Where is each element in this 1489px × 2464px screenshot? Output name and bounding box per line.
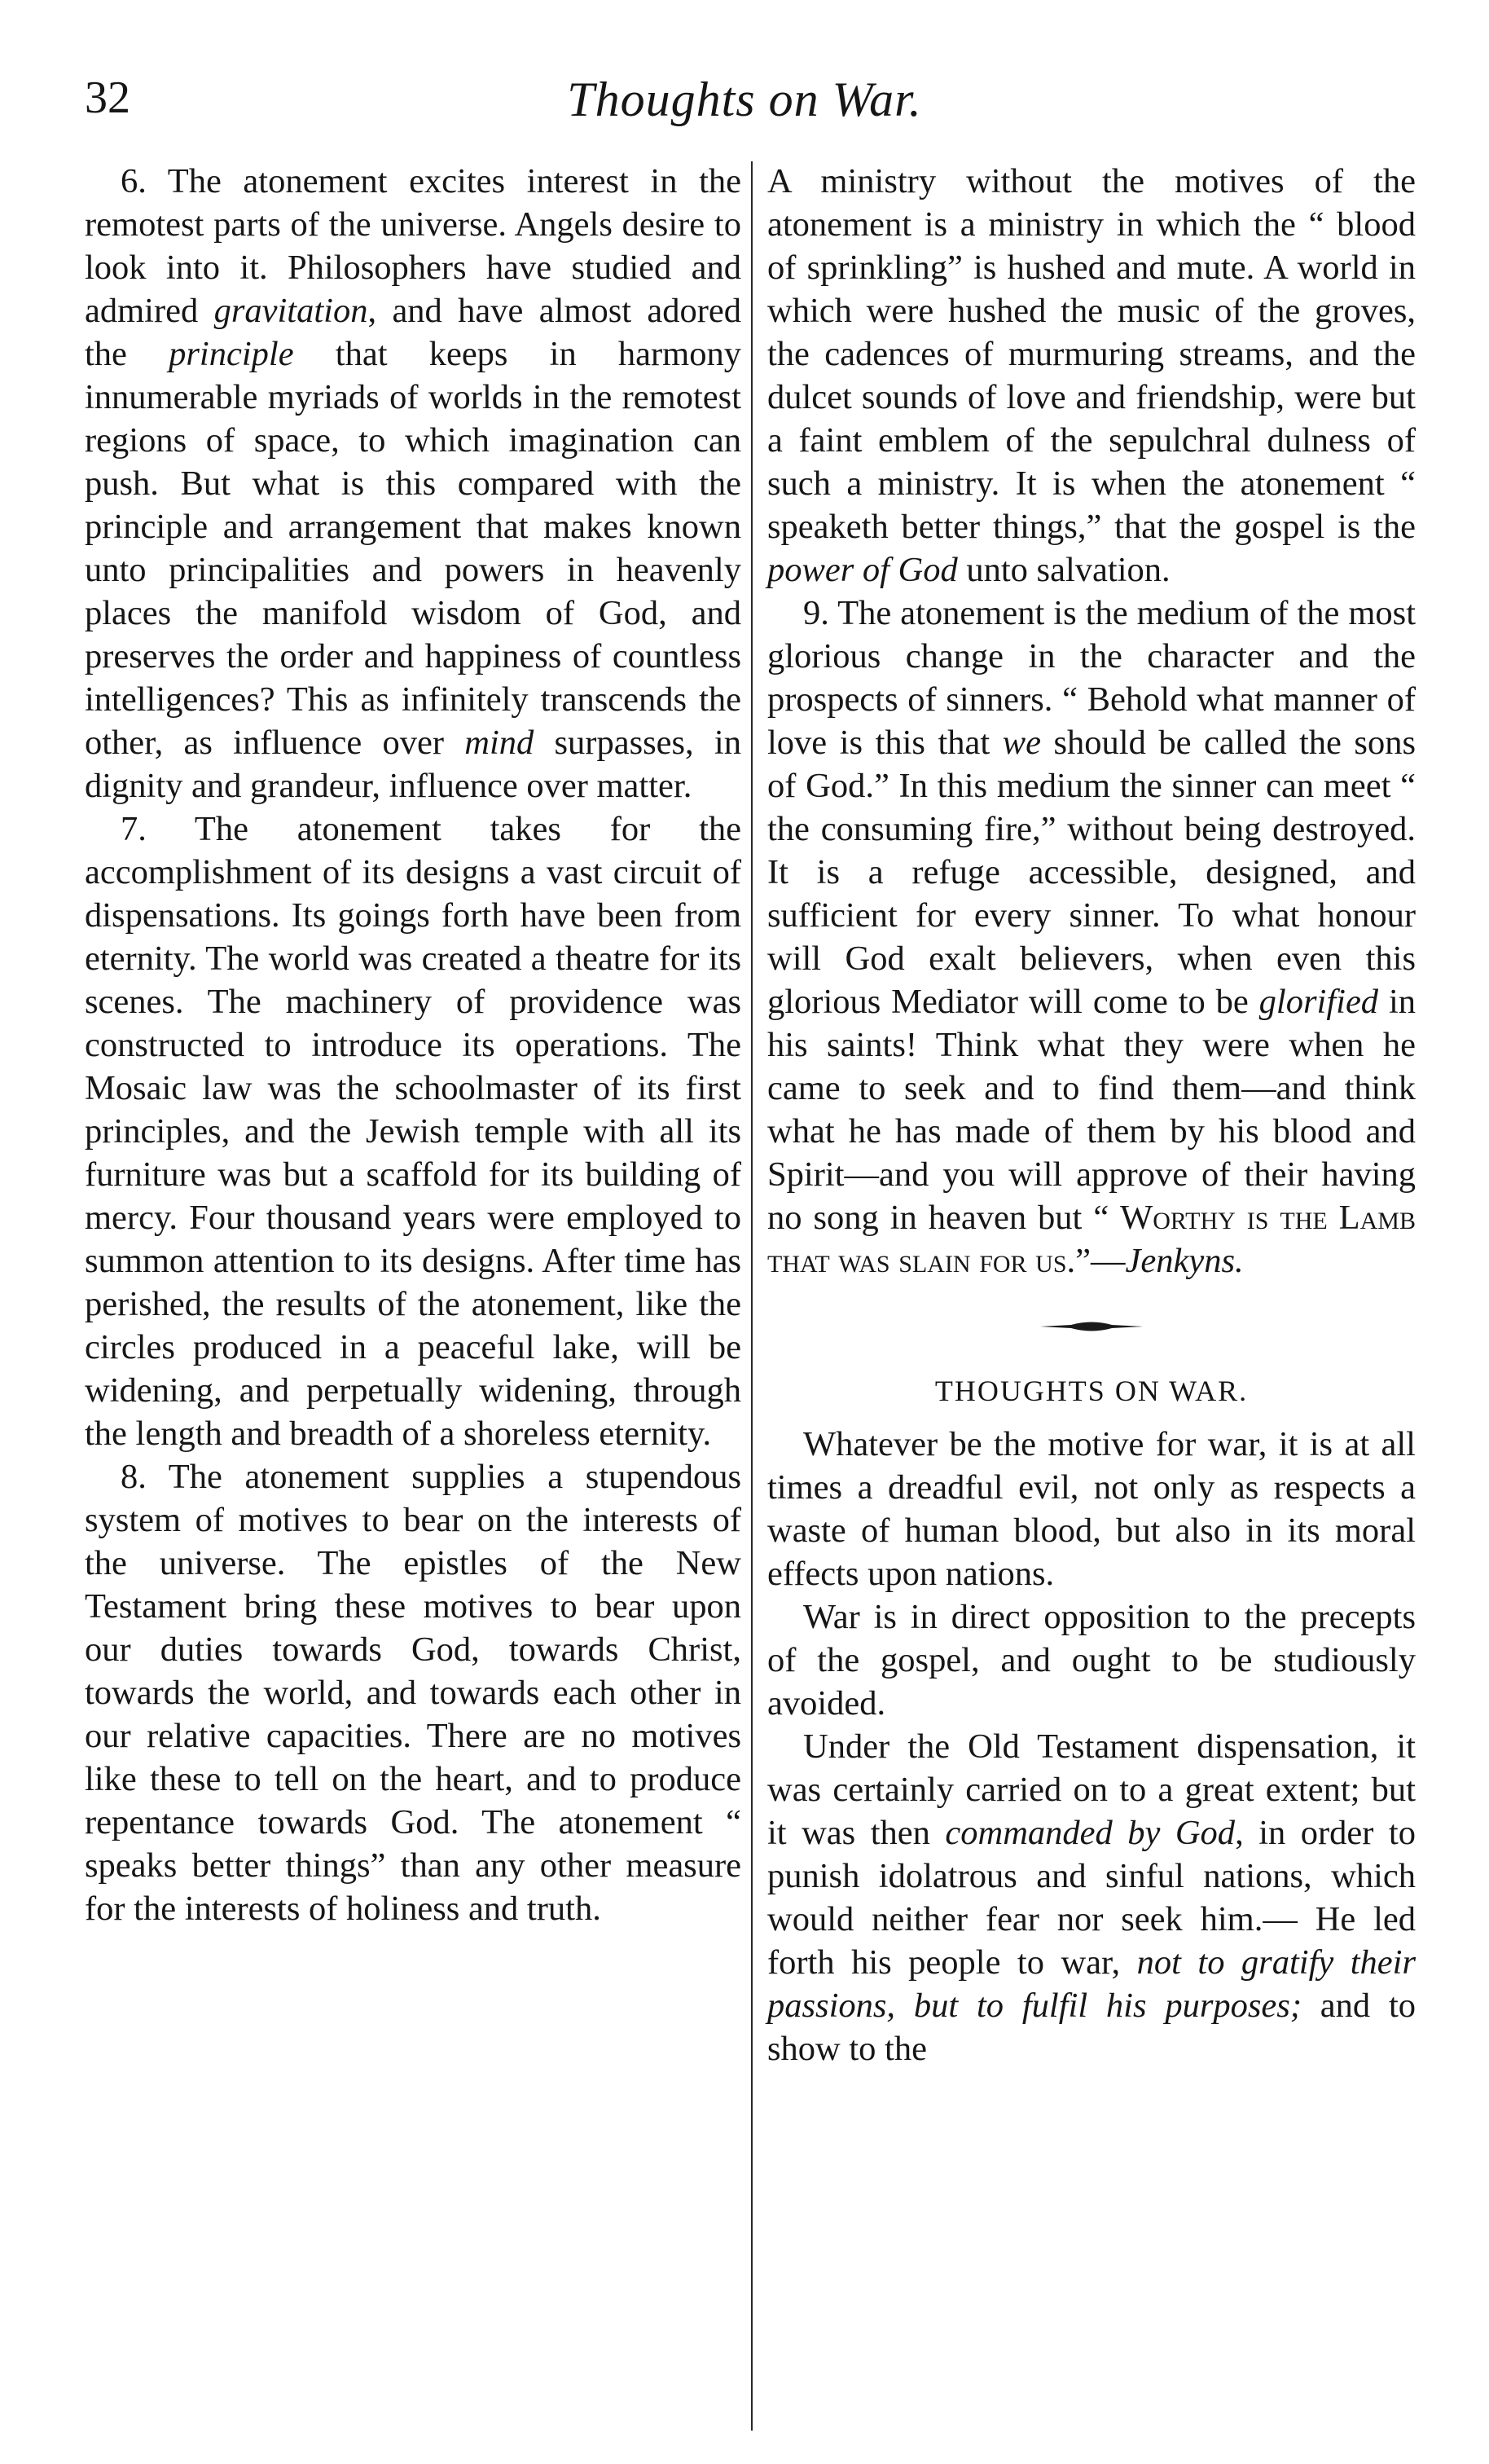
small-caps-quote: Worthy is the Lamb that was slain for us. — [767, 1199, 1416, 1280]
page-number: 32 — [85, 73, 130, 123]
left-column — [85, 160, 741, 1930]
italic-text: gravitation — [213, 292, 368, 330]
text-run: unto salvation. — [957, 551, 1171, 589]
italic-text: commanded by God — [945, 1814, 1236, 1852]
war-paragraph-3 — [767, 1725, 1416, 2070]
text-run: A ministry without the motives of the atonement is a ministry in which the “ blood of sprinkling” is hushed and mute. A world in which were hushed the music of the groves, the cadences of murmuring streams, and the dulcet sounds of love and friendship, were but a faint emblem of the sepulchral dulness of such a ministry. It is when the atonement “ speaketh better things,” that the gospel is the — [767, 162, 1416, 546]
column-divider — [751, 161, 753, 2431]
text-run: surpasses, in dignity and grandeur, influence over matter. — [85, 724, 741, 805]
right-column — [767, 160, 1416, 2070]
text-run: and to show to the — [767, 1987, 1417, 2068]
paragraph-6 — [85, 160, 741, 807]
text-run: Under the Old Testament dispensation, it was certainly carried on to a great extent; but it was then — [767, 1727, 1416, 1852]
war-paragraph-1: Whatever be the motive for war, it is at all times a dreadful evil, not only as respects a waste of human blood, but also in its moral effects upon nations. — [767, 1425, 1416, 1593]
paragraph-7: 7. The atonement takes for the accomplishment of its designs a vast circuit of dispensations. Its goings forth have been from eternity. The world was created a theatre for its scenes. The machinery of providence was constructed to introduce its operations. The Mosaic law was the schoolmaster of its first principles, and the Jewish temple with all its furniture was but a scaffold for its building of mercy. Four thousand years were employed to summon attention to its designs. After time has perished, the results of the atonement, like the circles produced in a peaceful lake, will be widening, and perpetually widening, through the length and breadth of a shoreless eternity. — [85, 810, 741, 1453]
text-run: should be called the sons of God.” In this medium the sinner can meet “ the consuming fire,” without being destroyed. It is a refuge accessible, designed, and sufficient for every sinner. To what honour will God exalt believers, when even this glorious Mediator will come to be — [767, 724, 1416, 1021]
text-run: that keeps in harmony innumerable myriads of worlds in the remotest regions of space, to which imagination can push. But what is this compared with the principle and arrangement that makes known unto principalities and powers in heavenly places the manifold wisdom of God, and preserves the order and happiness of countless intelligences? This as infinitely transcends the other, as influence over — [85, 335, 741, 762]
italic-text: glorified — [1258, 983, 1379, 1021]
ornament-rule-icon — [1039, 1318, 1144, 1335]
page-header — [0, 72, 1489, 145]
running-title: Thoughts on War. — [567, 73, 922, 126]
italic-text: we — [1002, 724, 1041, 762]
author-attribution: Jenkyns. — [1125, 1242, 1244, 1280]
paragraph-9 — [767, 592, 1416, 1283]
ornament-divider — [767, 1283, 1416, 1371]
section-title: THOUGHTS ON WAR. — [934, 1375, 1249, 1407]
italic-text: principle — [169, 335, 294, 373]
text-run: 9. The atonement is the medium of the most glorious change in the character and the prospects of sinners. “ Behold what manner of love is this that — [767, 594, 1416, 762]
italic-text: power of God — [767, 551, 958, 589]
paragraph-continued — [767, 160, 1416, 592]
italic-text: mind — [464, 724, 534, 762]
text-run: , in order to punish idolatrous and sinful nations, which would neither fear nor seek him.— He led forth his people to war, — [767, 1814, 1416, 1982]
text-run: ”— — [1075, 1242, 1126, 1280]
text-run: 6. The atonement excites interest in the remotest parts of the universe. Angels desire to look into it. Philosophers have studied and admired — [85, 162, 741, 330]
text-run: in his saints! Think what they were when he came to seek and to find them—and think what he has made of them by his blood and Spirit—and you will approve of their having no song in heaven but “ — [767, 983, 1416, 1237]
italic-text: not to gratify their passions, but to fulfil his purposes; — [767, 1943, 1416, 2025]
war-paragraph-2: War is in direct opposition to the precepts of the gospel, and ought to be studiously avoided. — [767, 1598, 1416, 1723]
text-run: , and have almost adored the — [85, 292, 742, 373]
paragraph-8: 8. The atonement supplies a stupendous system of motives to bear on the interests of the universe. The epistles of the New Testament bring these motives to bear upon our duties towards God, towards Christ, towards the world, and towards each other in our relative capacities. There are no motives like these to tell on the heart, and to produce repentance towards God. The atonement “ speaks better things” than any other measure for the interests of holiness and truth. — [85, 1458, 741, 1928]
